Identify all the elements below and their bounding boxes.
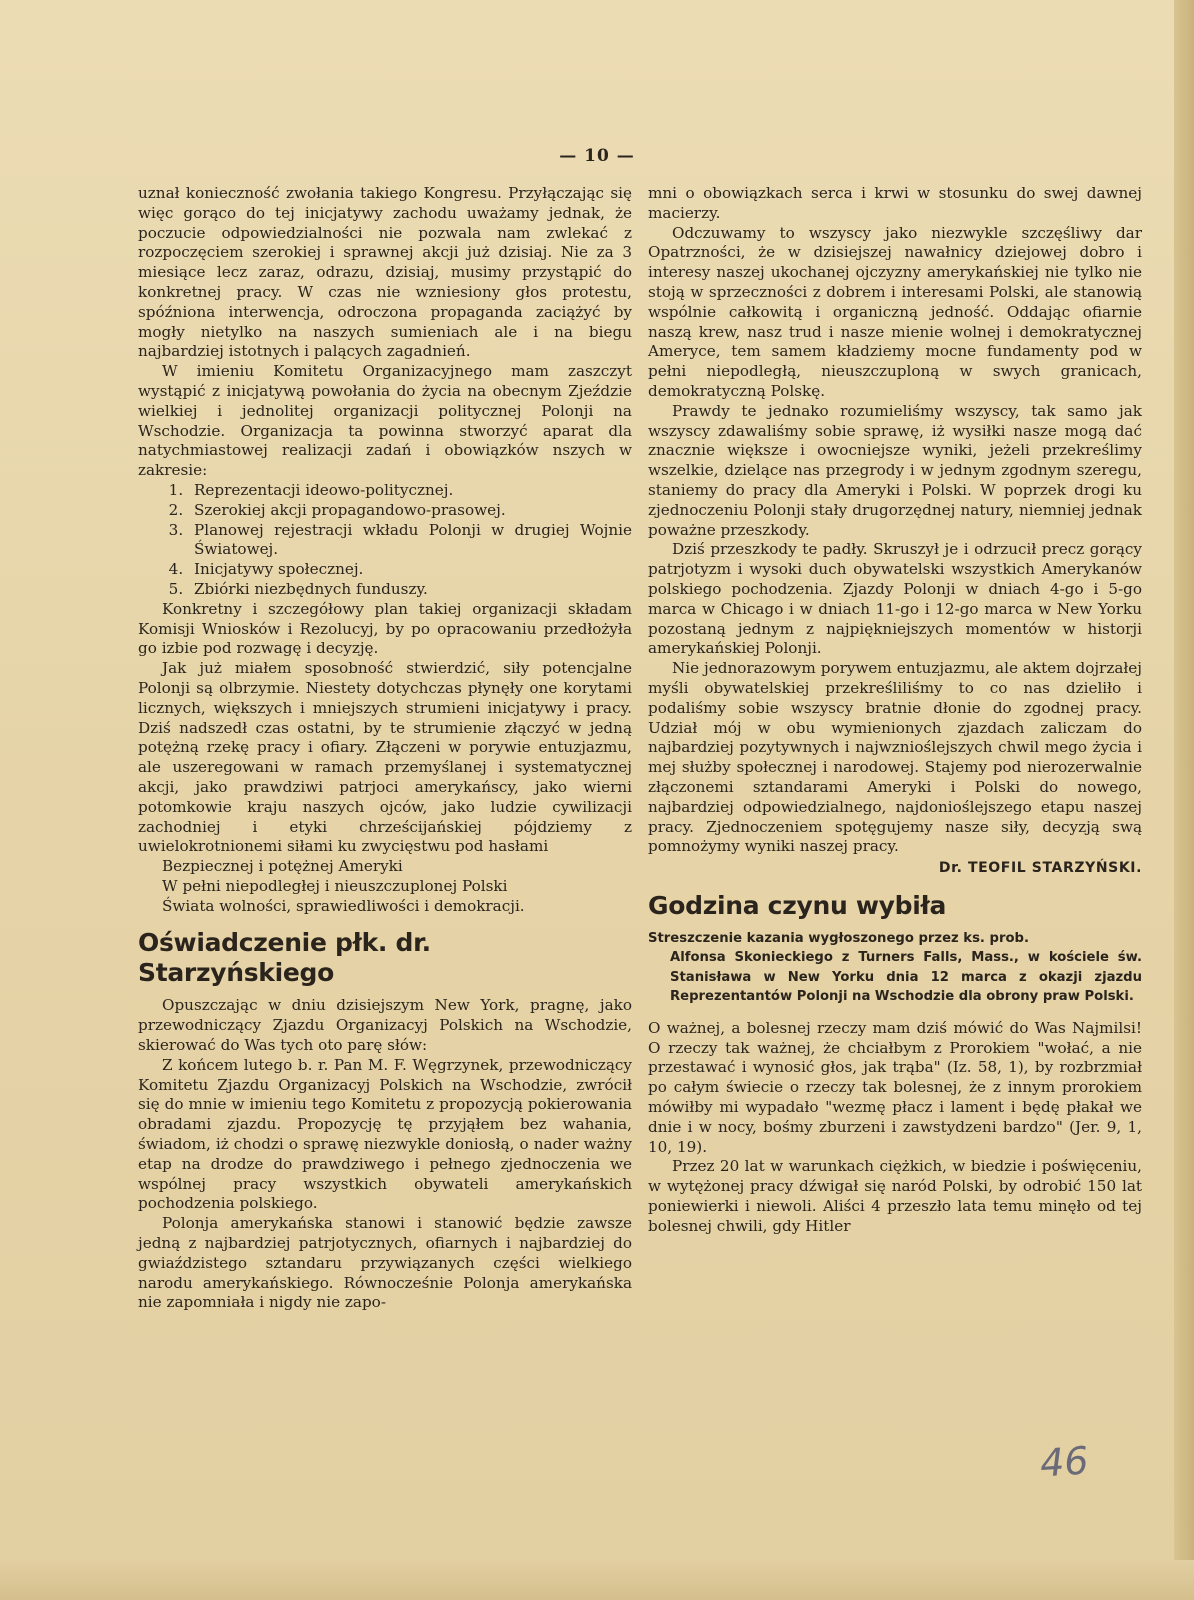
signature: Dr. TEOFIL STARZYŃSKI. xyxy=(938,860,1142,877)
paper-edge-right xyxy=(1174,0,1194,1600)
paragraph: Prawdy te jednako rozumieliśmy wszyscy, tak samo jak wszyscy zdawaliśmy sobie sprawę, iż wysiłki nasze mogą dać znacznie większe i owocniejsze wyniki, jeżeli przekreślimy wszelkie, dzielące nas przegrody i w jednym zgodnym szeregu, staniemy do pracy dla Ameryki i Polski. W poprzek drogi ku zjednoczeniu Polonji stały drugorzędnej natury, niemniej jednak poważne przeszkody. xyxy=(648,401,1142,539)
paragraph: Dziś przeszkody te padły. Skruszył je i odrzucił precz gorący patrjotyzm i wysoki duch obywatelski wszystkich Amerykanów polskiego pochodzenia. Zjazdy Polonji w dniach 4-go i 5-go marca w Chicago i w dniach 11-go i 12-go marca w New Yorku pozostaną jednym z najpiękniejszych momentów w historji amerykańskiej Polonji. xyxy=(648,540,1142,658)
left-column xyxy=(138,184,632,1313)
page-number: — 10 — xyxy=(559,146,635,166)
paragraph: uznał konieczność zwołania takiego Kongresu. Przyłączając się więc gorąco do tej inicjatywy zachodu uważamy jednak, że poczucie odpowiedzialności nie pozwala nam zwlekać z rozpoczęciem szerokiej i sprawnej akcji już dzisiaj. Nie za 3 miesiące lecz zaraz, odrazu, dzisiaj, musimy przystąpić do konkretnej pracy. W czas nie wzniesiony głos protestu, spóźniona interwencja, odroczona propaganda zaciążyć by mogły nietylko na naszych sumieniach ale i na biegu najbardziej istotnych i palących zagadnień. xyxy=(138,184,632,361)
paragraph: Przez 20 lat w warunkach ciężkich, w biedzie i poświęceniu, w wytężonej pracy dźwigał się naród Polski, by odrobić 150 lat poniewierki i niewoli. Aliści 4 przeszło lata temu minęło od tej bolesnej chwili, gdy Hitler xyxy=(648,1157,1142,1235)
slogan-line: Świata wolności, sprawiedliwości i demokracji. xyxy=(162,896,525,915)
section-title: Godzina czynu wybiła xyxy=(648,890,947,920)
paragraph: Polonja amerykańska stanowi i stanowić będzie zawsze jedną z najbardziej patrjotycznych, ofiarnych i najbardziej do gwiaździstego sztandaru przywiązanych części wielkiego narodu amerykańskiego. Równocześnie Polonja amerykańska nie zapomniała i nigdy nie zapo- xyxy=(138,1214,632,1312)
right-column xyxy=(648,184,1142,1237)
slogan-line: W pełni niepodległej i nieuszczuplonej Polski xyxy=(162,876,508,895)
paragraph: Nie jednorazowym porywem entuzjazmu, ale aktem dojrzałej myśli obywatelskiej przekreśliliśmy to co nas dzieliło i podaliśmy sobie wszyscy bratnie dłonie do zgodnej pracy. Udział mój w obu wymienionych zjazdach zaliczam do najbardziej pozytywnych i najwznioślejszych chwil mego życia i mej służby społecznej i narodowej. Stajemy pod nierozerwalnie złączonemi sztandarami Ameryki i Polski do nowego, najbardziej odpowiedzialnego, najdonioślejszego etapu naszej pracy. Zjednoczeniem spotęgujemy nasze siły, decyzją swą pomnożymy wyniki naszej pracy. xyxy=(648,659,1142,856)
paragraph: Konkretny i szczegółowy plan takiej organizacji składam Komisji Wniosków i Rezolucyj, by po opracowaniu przedłożyła go izbie pod rozwagę i decyzję. xyxy=(138,599,632,658)
paragraph: W imieniu Komitetu Organizacyjnego mam zaszczyt wystąpić z inicjatywą powołania do życia na obecnym Zjeździe wielkiej i jednolitej organizacji politycznej Polonji na Wschodzie. Organizacja ta powinna stworzyć aparat dla natychmiastowej realizacji zadań i obowiązków nszych w zakresie: xyxy=(138,362,632,480)
paragraph: mni o obowiązkach serca i krwi w stosunku do swej dawnej macierzy. xyxy=(648,184,1142,222)
paragraph: Odczuwamy to wszyscy jako niezwykle szczęśliwy dar Opatrzności, że w dzisiejszej nawałnicy dziejowej dobro i interesy naszej ukochanej ojczyzny amerykańskiej nie tylko nie stoją w sprzeczności z dobrem i interesami Polski, ale stanowią wspólnie całkowitą i organiczną jedność. Oddając ofiarnie naszą krew, nasz trud i nasze mienie wolnej i demokratycznej Ameryce, tem samem kładziemy mocne fundamenty pod w pełni niepodległą, nieuszczuploną w swych granicach, demokratyczną Polskę. xyxy=(648,223,1142,400)
slogan-line: Bezpiecznej i potężnej Ameryki xyxy=(162,857,403,876)
list-item: 1. Reprezentacji ideowo-politycznej. xyxy=(188,481,632,501)
paragraph: O ważnej, a bolesnej rzeczy mam dziś mówić do Was Najmilsi! O rzeczy tak ważnej, że chciałbym z Prorokiem "wołać, a nie przestawać i wynosić głos, jak trąba" (Iz. 58, 1), by rozbrzmiał po całym świecie o rzeczy tak bolesnej, że z innym prorokiem mówiłby mi wypadało "wezmę płacz i lament i będę płakał we dnie i w nocy, bośmy zburzeni i zawstydzeni bardzo" (Jer. 9, 1, 10, 19). xyxy=(648,1018,1142,1156)
paper-edge-bottom xyxy=(0,1560,1194,1600)
section-title: Oświadczenie płk. dr. Starzyńskiego xyxy=(138,928,431,988)
slogans xyxy=(138,857,632,916)
numbered-list xyxy=(138,481,632,600)
paragraph: Opuszczając w dniu dzisiejszym New York, pragnę, jako przewodniczący Zjazdu Organizacyj Polskich na Wschodzie, skierować do Was tych oto parę słów: xyxy=(138,996,632,1055)
list-item: 5. Zbiórki niezbędnych funduszy. xyxy=(188,580,632,600)
paragraph: Jak już miałem sposobność stwierdzić, siły potencjalne Polonji są olbrzymie. Niestety dotychczas płynęły one korytami licznych, większych i mniejszych strumieni inicjatywy i pracy. Dziś nadszedł czas ostatni, by te strumienie złączyć w jedną potężną rzekę pracy i ofiary. Złączeni w porywie entuzjazmu, ale uszeregowani w ramach przemyślanej i systematycznej akcji, jako prawdziwi patrjoci amerykańscy, jako wierni potomkowie kraju naszych ojców, jako ludzie cywilizacji zachodniej i etyki chrześcijańskiej pójdziemy z uwielokrotnionemi siłami ku zwycięstwu pod hasłami xyxy=(138,659,632,856)
list-item: 4. Inicjatywy społecznej. xyxy=(188,560,632,580)
list-item: 2. Szerokiej akcji propagandowo-prasowej. xyxy=(188,501,632,521)
sermon-subheading xyxy=(648,929,1142,1007)
handwritten-page-note: 46 xyxy=(1038,1438,1090,1486)
subheading-rest: Alfonsa Skonieckiego z Turners Falls, Mass., w kościele św. Stanisława w New Yorku dnia 12 marca z okazji zjazdu Reprezentantów Polonji na Wschodzie dla obrony praw Polski. xyxy=(670,950,1142,1005)
list-item: 3. Planowej rejestracji wkładu Polonji w drugiej Wojnie Światowej. xyxy=(188,521,632,561)
subheading-line: Streszczenie kazania wygłoszonego przez ks. prob. xyxy=(648,930,1029,946)
paragraph: Z końcem lutego b. r. Pan M. F. Węgrzynek, przewodniczący Komitetu Zjazdu Organizacyj Polskich na Wschodzie, zwrócił się do mnie w imieniu tego Komitetu z propozycją pokierowania obradami zjazdu. Propozycję tę przyjąłem bez wahania, świadom, iż chodzi o sprawę niezwykle doniosłą, o nader ważny etap na drodze do prawdziwego i pełnego zjednoczenia we wspólnej pracy wszystkich obywateli amerykańskich pochodzenia polskiego. xyxy=(138,1055,632,1213)
